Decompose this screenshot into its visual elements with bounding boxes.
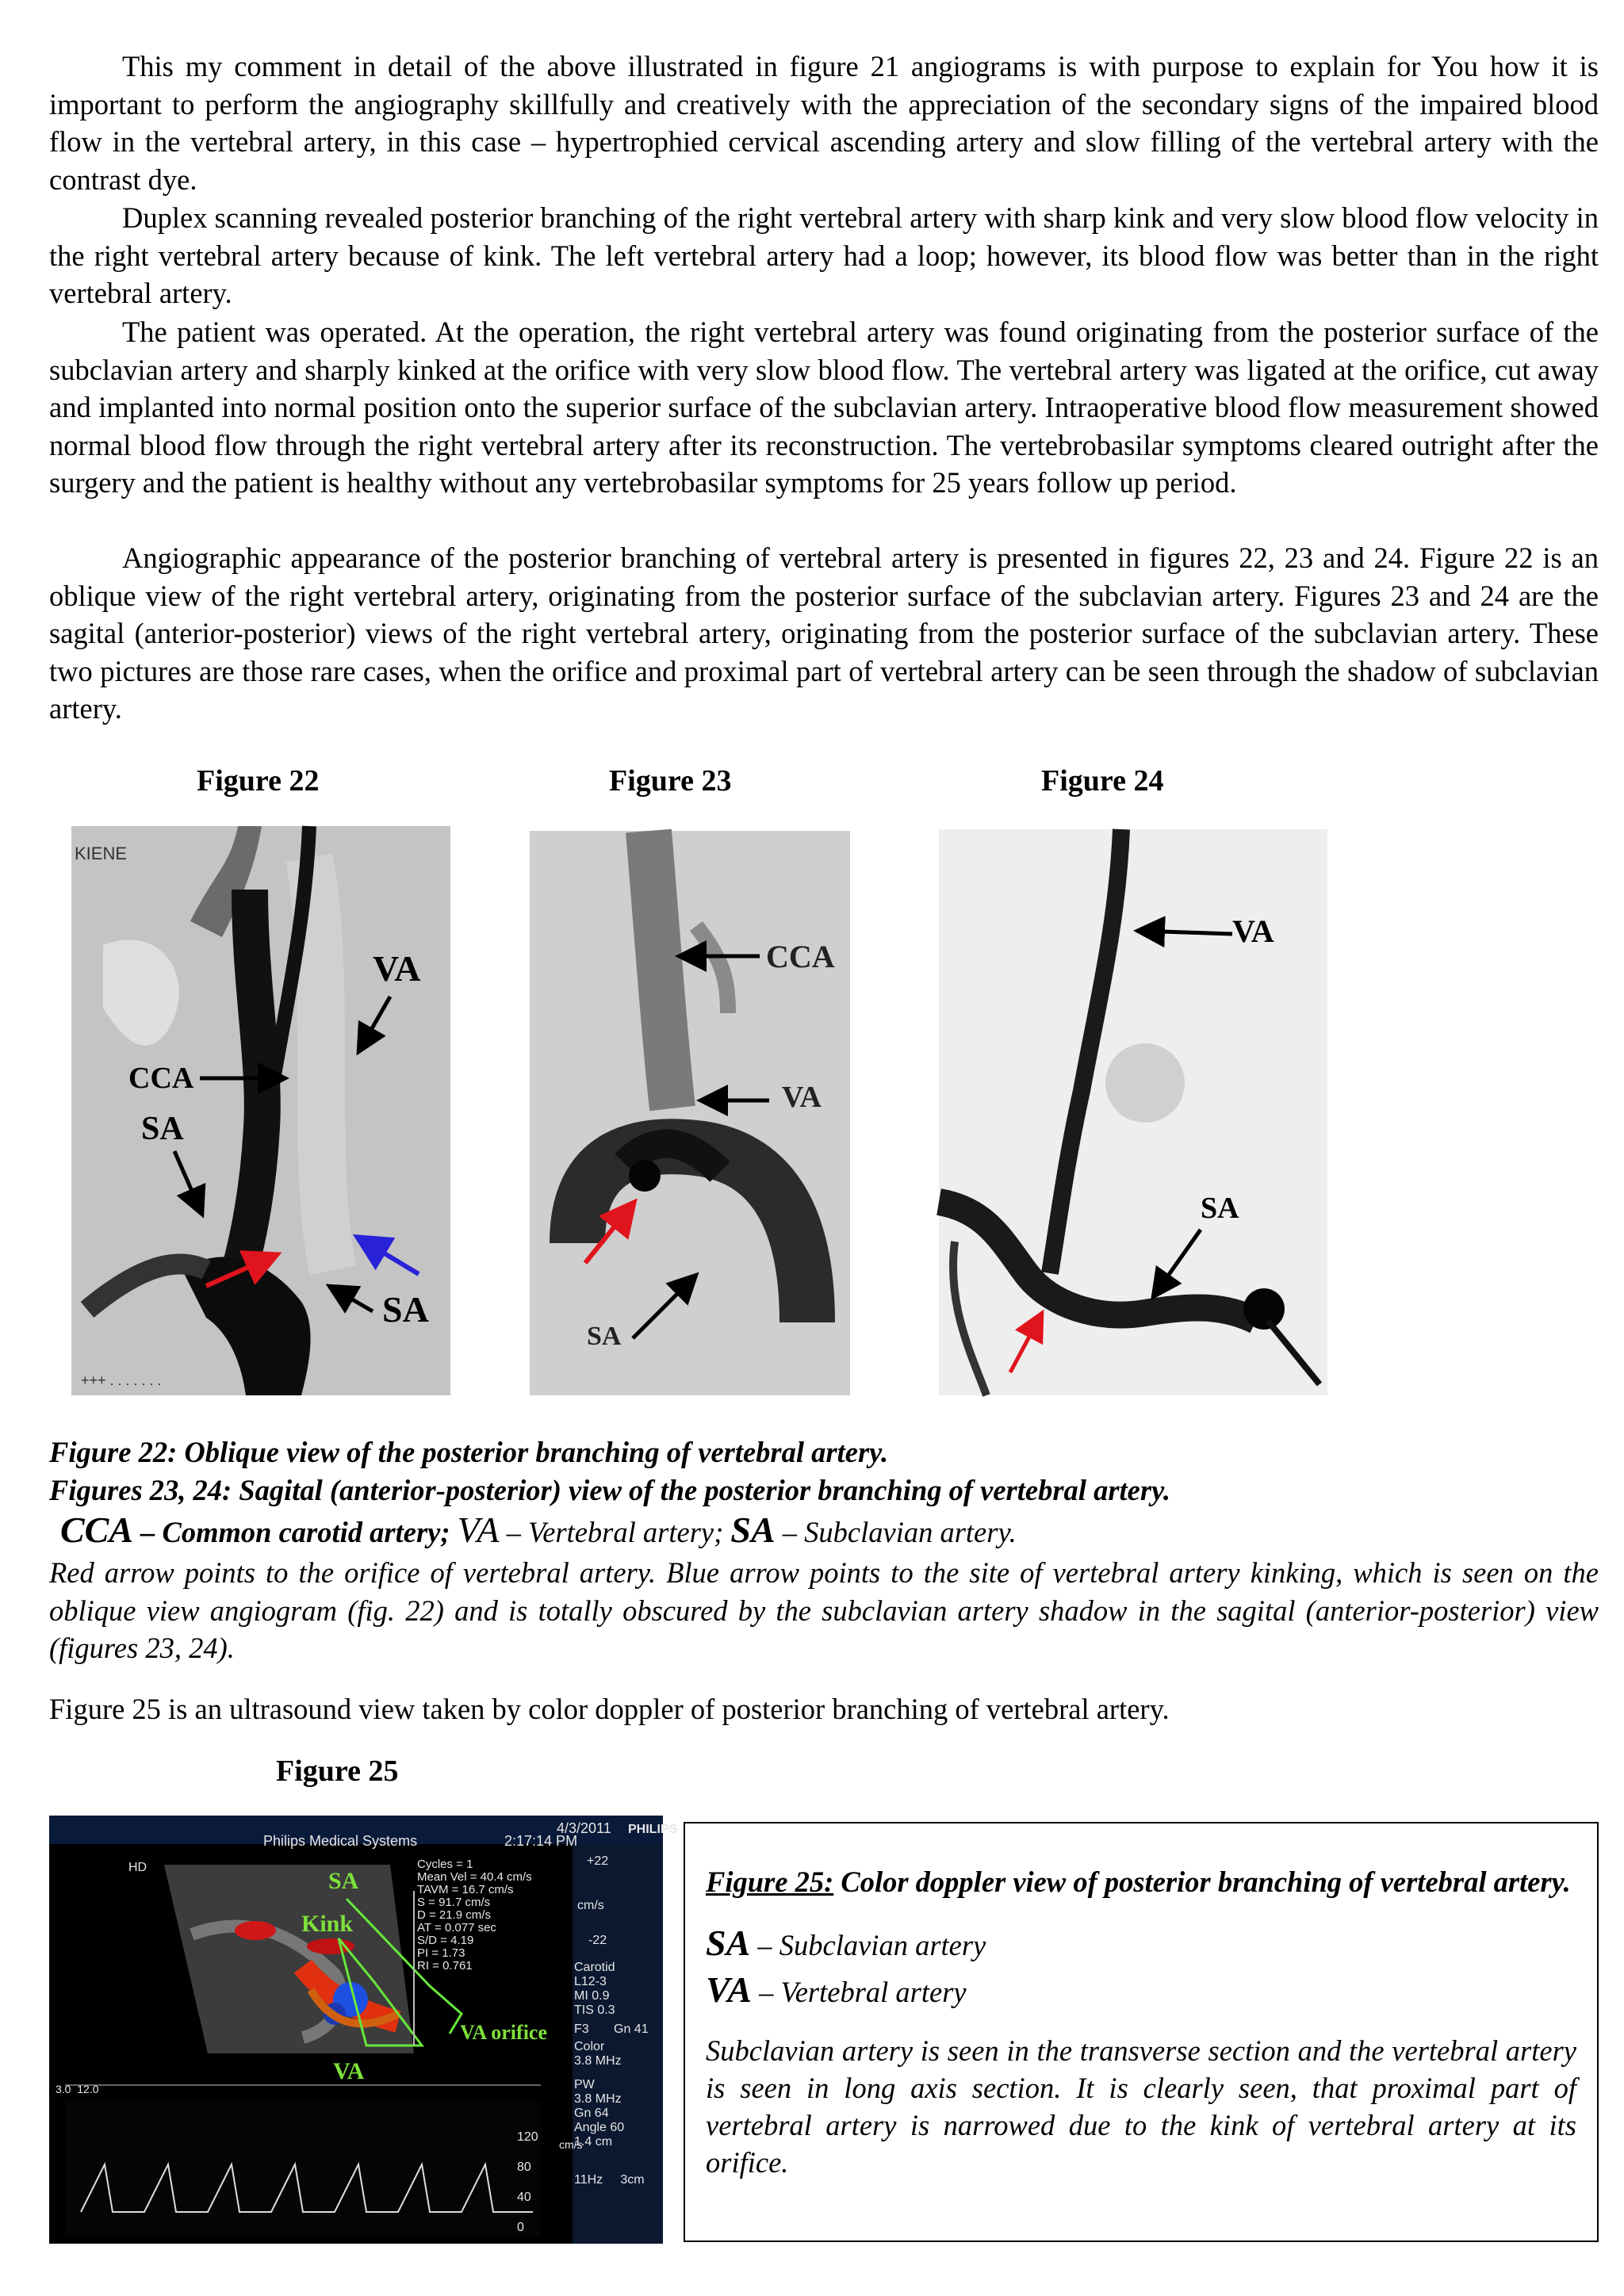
us-depth: 3.0 12.0 (56, 2083, 99, 2095)
paragraph-4: Angiographic appearance of the posterior branching of vertebral artery is presented in figures 22, 23 and 24. Figure 22 is an oblique view of the right vertebral artery, originating from the posterior surface of the subclavian artery. Figures 23 and 24 are the sagital (anterior-posterior) views of the right vertebral artery, originating from the posterior surface of the subclavian artery. These two pictures are those rare cases, when the orifice and proximal part of vertebral artery can be seen through the shadow of subclavian artery. (49, 541, 1599, 725)
box-title-underlined: Figure 25: (706, 1866, 834, 1898)
figure-25-caption-box (684, 1822, 1599, 2242)
us-mode: HD (128, 1861, 147, 1874)
figure-22-title: Figure 22 (197, 764, 320, 798)
abbr-cca-text: – Common carotid artery; (133, 1516, 458, 1548)
box-title-rest: Color doppler view of posterior branching of vertebral artery. (833, 1866, 1571, 1898)
box-va-text: – Vertebral artery (751, 1976, 967, 2008)
box-title (706, 1863, 1576, 1900)
box-sa-text: – Subclavian artery (750, 1929, 986, 1961)
us-color-setting: 3.8 MHz (574, 2054, 622, 2068)
us-scale-bottom: -22 (588, 1934, 607, 1947)
fig24-va-label: VA (1232, 913, 1274, 949)
us-scale-unit: cm/s (577, 1899, 604, 1912)
figure-24-angiogram (939, 829, 1327, 1395)
paragraph-3: The patient was operated. At the operation, the right vertebral artery was found originating from the posterior surface of the subclavian artery and sharply kinked at the orifice with very slow blood flow. The vertebral artery was ligated at the orifice, cut away and implanted into normal position onto the superior surface of the subclavian artery. Intraoperative blood flow measurement showed normal blood flow through the right vertebral artery after its reconstruction. The vertebrobasilar symptoms cleared outright after the surgery and the patient is healthy without any vertebrobasilar symptoms for 25 years follow up period. (49, 316, 1599, 499)
us-color-setting: Color (574, 2040, 605, 2053)
us-measurement: Cycles = 1 (417, 1858, 473, 1871)
figure-25-ultrasound (49, 1816, 678, 2244)
paragraph-1: This my comment in detail of the above illustrated in figure 21 angiograms is with purpose to explain for You how it is important to perform the angiography skillfully and creatively with the appreciation of the secondary signs of the impaired blood flow in the vertebral artery, in this case – hypertrophied cervical ascending artery and slow filling of the vertebral artery with the contrast dye. (49, 50, 1599, 196)
us-kink-overlay: Kink (301, 1911, 354, 1937)
box-va: VA (706, 1969, 752, 2010)
box-description: Subclavian artery is seen in the transverse section and the vertebral artery is seen in long axis section. It is clearly seen, that proximal part of vertebral artery is narrowed due to the kink of vertebral artery at its orifice. (706, 2034, 1576, 2179)
abbr-va: VA (457, 1510, 500, 1550)
us-time: 2:17:14 PM (504, 1833, 578, 1849)
abbr-sa: SA (730, 1510, 776, 1550)
us-bottom-right: 11Hz 3cm (574, 2173, 645, 2187)
us-measurement: PI = 1.73 (417, 1946, 465, 1960)
us-measurement: AT = 0.077 sec (417, 1921, 496, 1934)
us-measurement: S/D = 4.19 (417, 1934, 474, 1947)
us-va-orifice-overlay: VA orifice (460, 2021, 547, 2044)
paragraph-2: Duplex scanning revealed posterior branching of the right vertebral artery with sharp kink and very slow blood flow velocity in the right vertebral artery because of kink. The left vertebral artery had a loop; however, its blood flow was better than in the right vertebral artery. (49, 201, 1599, 309)
us-sa-overlay: SA (328, 1868, 359, 1894)
us-measurement: RI = 0.761 (417, 1959, 473, 1973)
fig23-sa-label: SA (587, 1322, 622, 1351)
us-measurement: Mean Vel = 40.4 cm/s (417, 1870, 532, 1884)
us-system: Philips Medical Systems (263, 1833, 418, 1849)
figure-25-intro: Figure 25 is an ultrasound view taken by color doppler of posterior branching of vertebral artery. (49, 1693, 1170, 1725)
us-setting: MI 0.9 (574, 1989, 610, 2003)
fig22-cca-label: CCA (128, 1062, 194, 1095)
us-measurement: D = 21.9 cm/s (417, 1908, 491, 1922)
us-measurement: TAVM = 16.7 cm/s (417, 1883, 514, 1896)
us-f3: F3 (574, 2022, 589, 2036)
us-scale-value: 120 (517, 2130, 538, 2144)
us-gn41: Gn 41 (614, 2022, 649, 2036)
us-va-overlay: VA (333, 2058, 365, 2084)
us-brand: PHILIPS (628, 1823, 678, 1836)
caption-abbreviations (60, 1511, 1610, 1552)
fig22-sa-bottom-label: SA (382, 1289, 429, 1330)
box-sa: SA (706, 1923, 751, 1963)
us-scale-value: 80 (517, 2160, 531, 2174)
us-setting: L12-3 (574, 1975, 607, 1988)
us-pw-setting: PW (574, 2078, 595, 2091)
us-pw-setting: Gn 64 (574, 2107, 609, 2120)
us-pw-setting: 3.8 MHz (574, 2092, 622, 2106)
fig22-corner-text: +++ . . . . . . . (81, 1372, 162, 1388)
fig23-va-label: VA (782, 1081, 822, 1114)
caption-figure-22: Figure 22: Oblique view of the posterior branching of vertebral artery. (49, 1436, 889, 1468)
abbr-va-text: – Vertebral artery; (499, 1516, 731, 1548)
caption-figures-23-24: Figures 23, 24: Sagital (anterior-posterior) view of the posterior branching of vertebral artery. (49, 1474, 1171, 1506)
fig22-stamp: KIENE (75, 844, 128, 863)
us-side-unit: cm/s (559, 2138, 583, 2151)
fig22-sa-left-label: SA (141, 1111, 184, 1147)
box-va-line (706, 1968, 1576, 2015)
us-settings (574, 1961, 615, 2017)
figure-24-title: Figure 24 (1041, 764, 1164, 798)
us-scale-top: +22 (587, 1854, 609, 1868)
us-setting: TIS 0.3 (574, 2003, 615, 2017)
abbr-cca: CCA (60, 1510, 134, 1550)
us-pw-setting: Angle 60 (574, 2121, 625, 2134)
fig22-va-label: VA (373, 948, 421, 989)
us-scale-value: 0 (517, 2221, 524, 2234)
us-setting: Carotid (574, 1961, 615, 1974)
figure-23-title: Figure 23 (609, 764, 732, 798)
fig23-cca-label: CCA (766, 939, 835, 974)
box-sa-line (706, 1921, 1576, 1968)
us-pw-setting: 1.4 cm (574, 2135, 613, 2149)
figure-22-angiogram (71, 826, 450, 1395)
figure-23-angiogram (530, 831, 850, 1395)
caption-note: Red arrow points to the orifice of vertebral artery. Blue arrow points to the site of vertebral artery kinking, which is seen on the oblique view angiogram (fig. 22) and is totally obscured by the subclavian artery shadow in the sagital (anterior-posterior) view (figures 23, 24). (49, 1556, 1599, 1664)
us-measurement: S = 91.7 cm/s (417, 1896, 491, 1909)
figure-25-title: Figure 25 (276, 1755, 399, 1788)
fig24-sa-label: SA (1201, 1192, 1239, 1225)
us-scale-value: 40 (517, 2191, 531, 2204)
abbr-sa-text: – Subclavian artery. (775, 1516, 1017, 1548)
us-date: 4/3/2011 (557, 1820, 611, 1836)
